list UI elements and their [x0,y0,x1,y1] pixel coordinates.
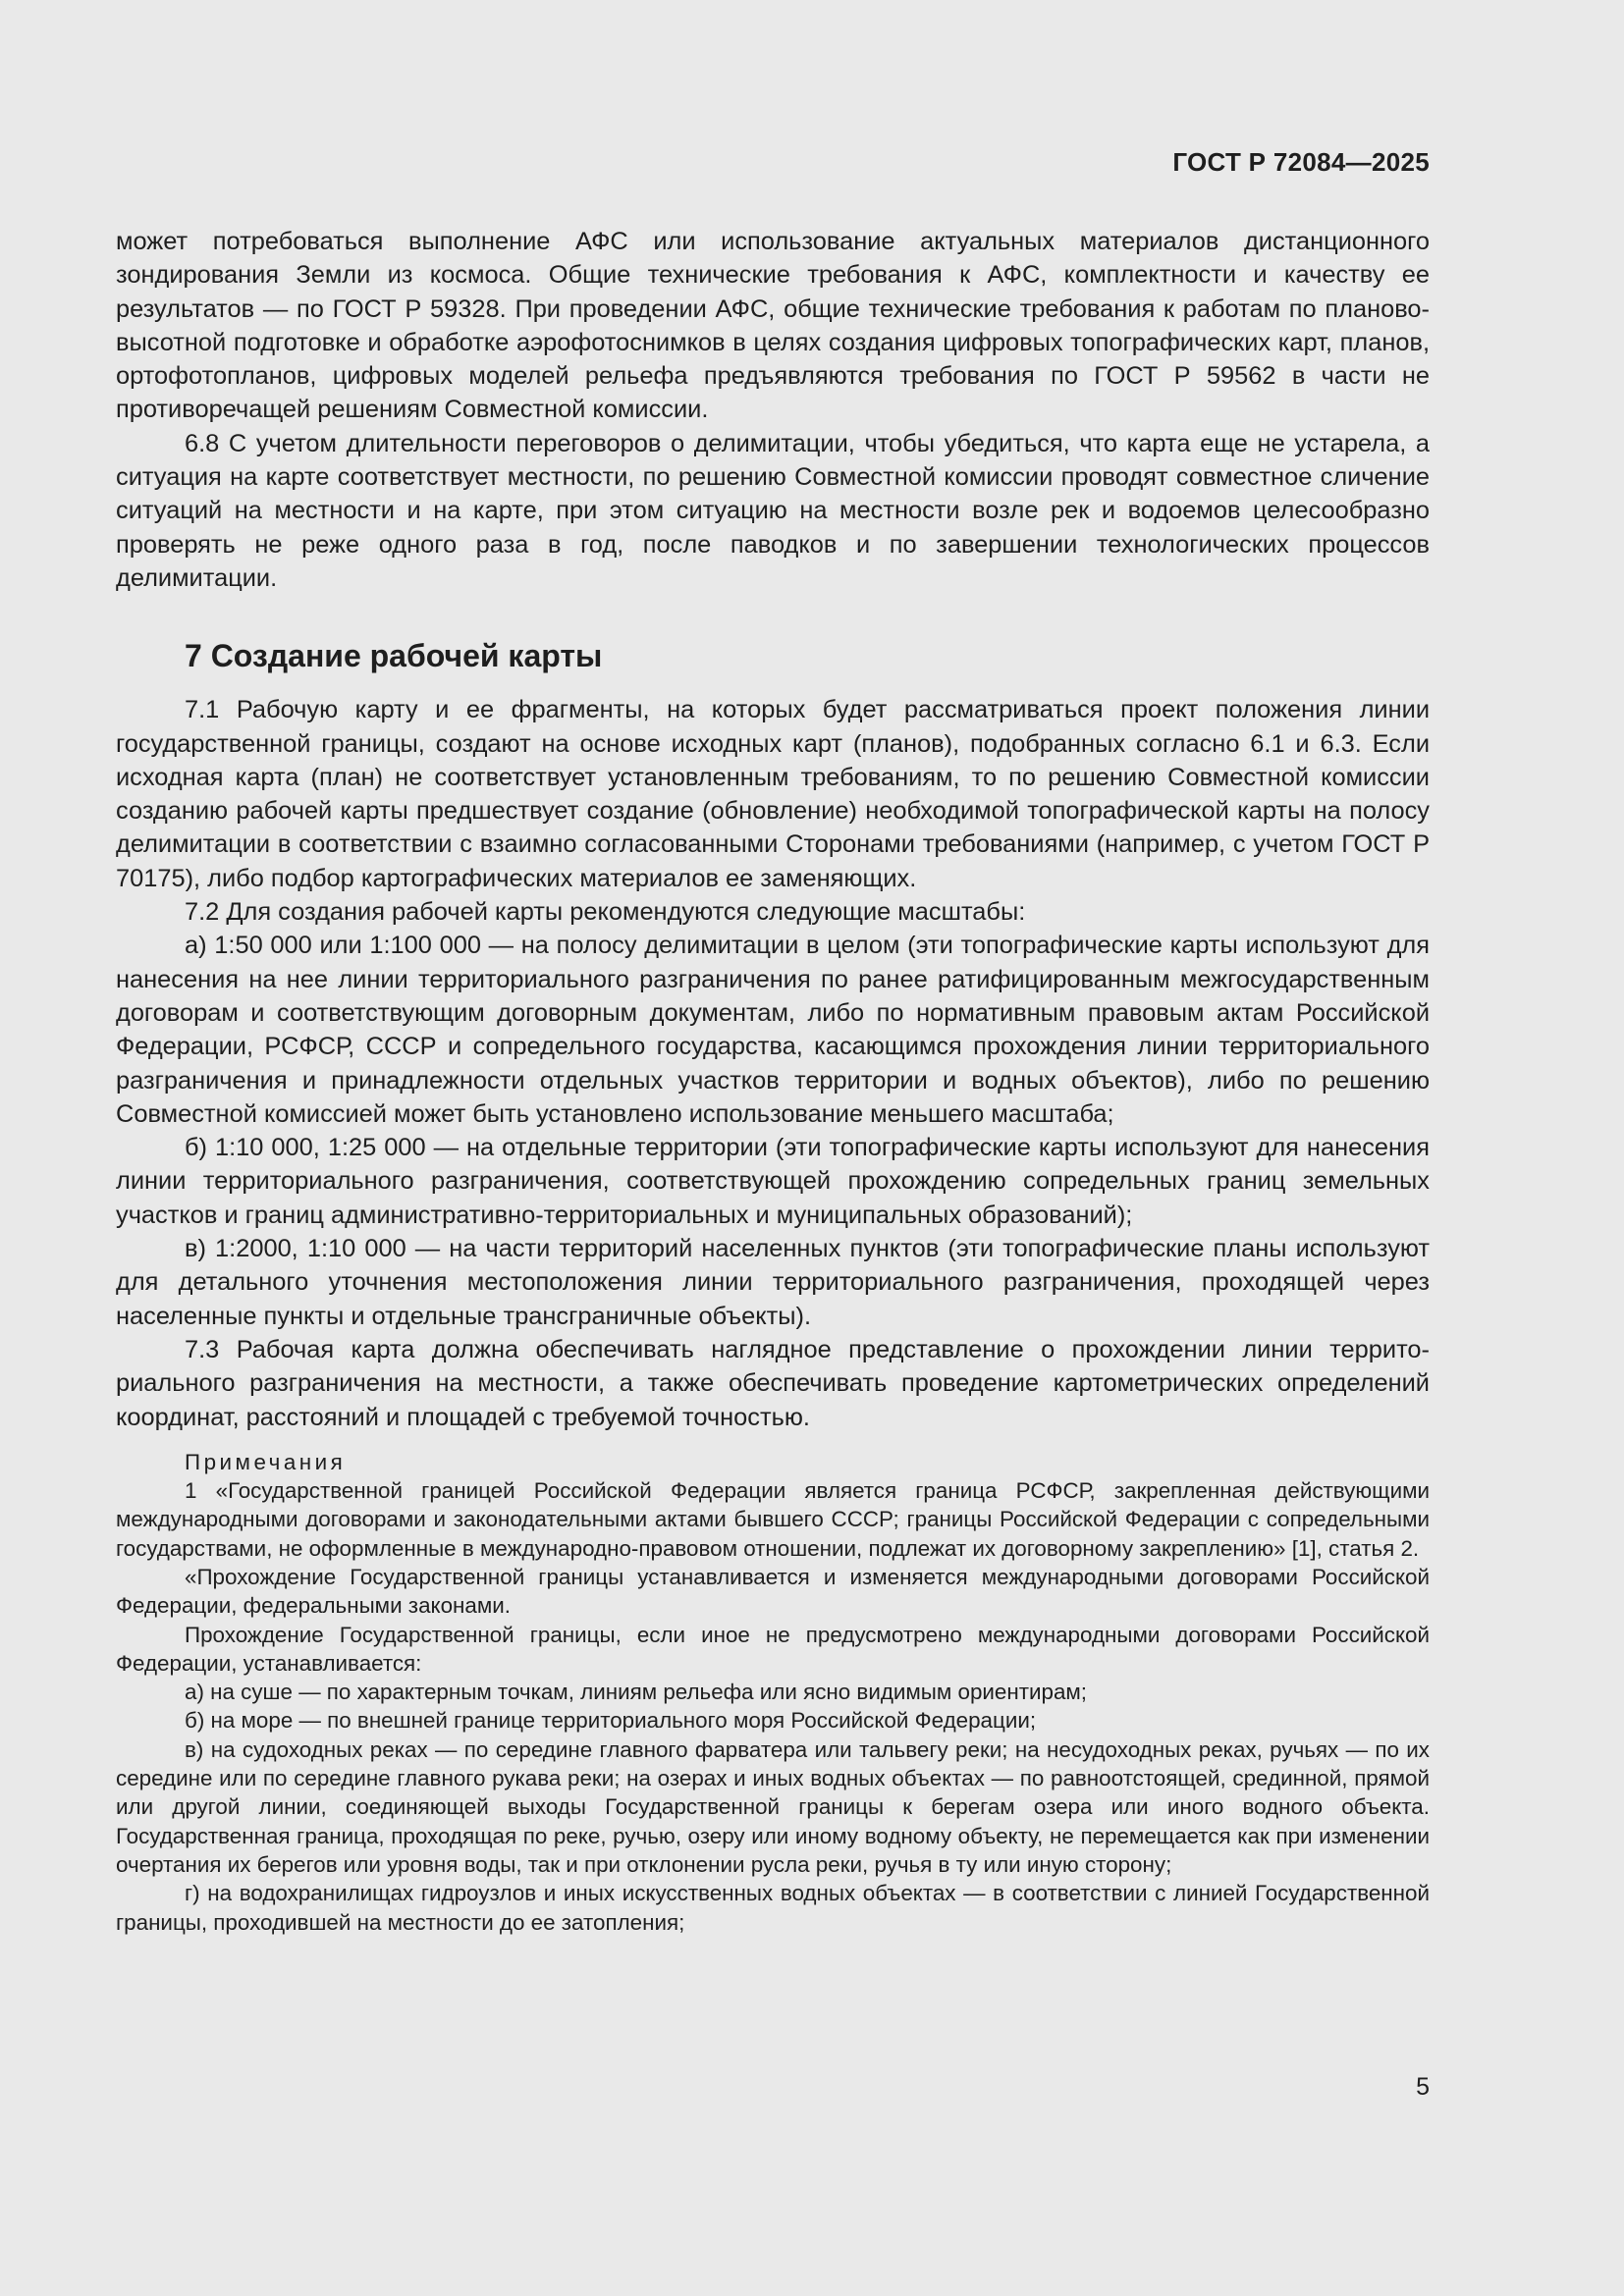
page-number: 5 [1416,2073,1430,2101]
document-header-id: ГОСТ Р 72084—2025 [1172,147,1430,177]
note-item: а) на суше — по характерным точкам, линиям рельефа или ясно видимым ориентирам; [185,1680,1088,1705]
paragraph-7-1: 7.1 Рабочую карту и ее фрагменты, на которых будет рассматриваться проект положения линии государственной границы, создают на основе исходных карт (планов), подобранных согласно 6.1 и 6.3. Если исходная карта (план) не соответствует установленным требованиям, то по решению Совместной комиссии созданию рабочей карты предшествует создание (обновление) необходимой топографической карты на полосу делимитации в соответствии с взаимно согласованными Сторонами требованиями (например, с учетом ГОСТ Р 70175), либо подбор картографических материалов ее заменяющих. [116,696,1430,892]
list-item-a: а) 1:50 000 или 1:100 000 — на полосу делимитации в целом (эти топографические карты используют для нанесения на нее линии территориального разграничения по ранее ратифицированным межгосударственным договорам и соответствующим договорным документам, либо по нормативным правовым актам Российской Федерации, РСФСР, СССР и сопредельного государства, касающимся прохождения линии территориального разграничения и принадлежности отдельных участков территории и водных объектов), либо по решению Совместной комиссией может быть установлено использование меньшего масштаба; [116,932,1430,1128]
section-heading: 7 Создание рабочей карты [185,638,603,674]
paragraph-6-8: 6.8 С учетом длительности переговоров о делимитации, чтобы убедиться, что карта еще не устарела, а ситуация на карте соответствует местности, по решению Совместной комиссии проводят совместное сличение ситуаций на местности и на карте, при этом ситуацию на местности возле рек и водоемов целесообразно проверять не реже одного раза в год, после паводков и по завершении технологических процессов делимитации. [116,429,1430,592]
list-item-v: в) 1:2000, 1:10 000 — на части территорий населенных пунктов (эти топографические планы используют для детального уточнения местоположения линии территориального разграничения, проходящей через населенные пункты и отдельные трансграничные объекты). [116,1235,1430,1330]
paragraph-7-2: 7.2 Для создания рабочей карты рекомендуются следующие масштабы: [185,898,1026,927]
page-body [116,225,1430,1937]
note-item: Прохождение Государственной границы, если иное не предусмотрено международными договорами Российской Федерации, устанавливается: [116,1622,1430,1676]
note-item: б) на море — по внешней границе территориального моря Российской Федерации; [185,1708,1037,1734]
paragraph-7-3: 7.3 Рабочая карта должна обеспечивать наглядное представление о прохождении линии территориального разграничения на местности, а также обеспечивать проведение картометрических определений координат, расстояний и площадей с требуемой точностью. [116,1335,1430,1431]
notes-block [116,1448,1430,1937]
note-item: «Прохождение Государственной границы устанавливается и изменяется международными договорами Российской Федерации, федеральными законами. [116,1564,1430,1619]
note-item: г) на водохранилищах гидроузлов и иных искусственных водных объектах — в соответствии с линией Государственной границы, проходившей на местности до ее затопления; [116,1881,1430,1935]
note-item: 1 «Государственной границей Российской Федерации является граница РСФСР, закрепленная действующими международными договорами и законодательными актами бывшего СССР; границы Российской Федерации с сопредельными государствами, не оформленные в международно-правовом отношении, подлежат их договорному закреплению» [1], статья 2. [116,1478,1430,1561]
notes-title: Примечания [185,1449,347,1474]
note-item: в) на судоходных реках — по середине главного фарватера или тальвегу реки; на несудоходных реках, ручьях — по их середине или по середине главного рукава реки; на озерах и иных водных объектах — по равноотстоящей, срединной, прямой или другой линии, соединяющей выходы Государственной границы к берегам озера или иного водного объекта. Государственная граница, проходящая по реке, ручью, озеру или иному водному объекту, не перемещается как при изменении очертания их берегов или уровня воды, так и при отклонении русла реки, ручья в ту или иную сторону; [116,1736,1430,1877]
paragraph-continuation: может потребоваться выполнение АФС или использование актуальных материалов дистанционного зондирования Земли из космоса. Общие технические требования к АФС, комплектности и качеству ее результатов — по ГОСТ Р 59328. При проведении АФС, общие технические требования к работам по планово-высотной подготовке и обработке аэрофотоснимков в целях создания цифровых топографических карт, планов, ортофотопланов, цифровых моделей рельефа предъявляются требования по ГОСТ Р 59562 в части не противоречащей решениям Совместной комиссии. [116,228,1430,424]
list-item-b: б) 1:10 000, 1:25 000 — на отдельные территории (эти топографические карты используют для нанесения линии территориального разграничения, соответствующей прохождению сопредельных границ земельных участков и границ административно-территориальных и муниципальных образований); [116,1134,1430,1229]
